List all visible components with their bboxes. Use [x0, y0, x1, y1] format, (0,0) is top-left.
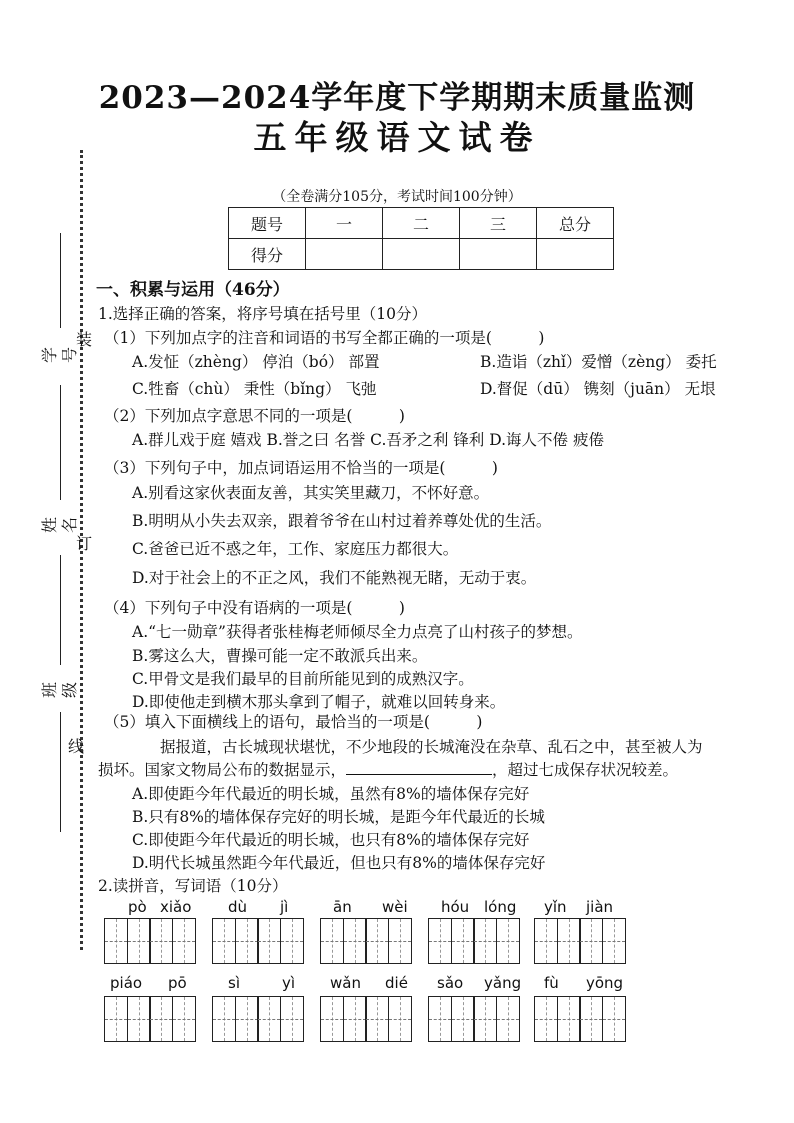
grid-cell[interactable] — [235, 996, 259, 1042]
pinyin: jiàn — [586, 898, 614, 916]
option[interactable]: D.督促（dū） 镌刻（juān） 无垠 — [480, 380, 716, 398]
writing-grid[interactable] — [212, 996, 304, 1042]
passage-text: ，超过七成保存状况较差。 — [492, 761, 679, 779]
pinyin: jì — [280, 898, 289, 916]
score-table-value-row — [229, 239, 614, 270]
grid-cell[interactable] — [496, 918, 520, 964]
grid-cell[interactable] — [212, 918, 236, 964]
grid-cell[interactable] — [172, 996, 196, 1042]
grid-cell[interactable] — [149, 918, 173, 964]
binding-mark: 线 — [67, 737, 84, 756]
grid-cell[interactable] — [557, 996, 581, 1042]
passage-line — [98, 758, 678, 780]
writing-grid[interactable] — [534, 996, 626, 1042]
exam-note: （全卷满分105分，考试时间100分钟） — [272, 189, 522, 205]
grid-cell[interactable] — [602, 918, 626, 964]
grid-cell[interactable] — [534, 918, 558, 964]
pinyin: fù — [544, 974, 559, 992]
score-cell: 得分 — [229, 239, 306, 270]
option[interactable]: A.即使距今年代最近的明长城，虽然有8%的墙体保存完好 — [132, 785, 530, 803]
pinyin: pō — [168, 974, 187, 992]
question-stem: 1.选择正确的答案，将序号填在括号里（10分） — [98, 305, 428, 323]
pinyin: sǎo — [437, 974, 464, 992]
grid-cell[interactable] — [320, 996, 344, 1042]
student-id-label: 学号 — [40, 347, 79, 364]
score-table-header-row — [229, 208, 614, 239]
pinyin: hóu — [441, 898, 470, 916]
grid-cell[interactable] — [365, 996, 389, 1042]
exam-title: 2023—2024学年度下学期期末质量监测 — [98, 80, 696, 116]
option[interactable]: C.甲骨文是我们最早的目前所能见到的成熟汉字。 — [132, 670, 474, 688]
grid-cell[interactable] — [172, 918, 196, 964]
grid-cell[interactable] — [534, 996, 558, 1042]
grid-cell[interactable] — [104, 996, 128, 1042]
score-cell: 三 — [460, 208, 537, 239]
option-row[interactable]: A.群儿戏于庭 嬉戏 B.誉之曰 名誉 C.吾矛之利 锋利 D.诲人不倦 疲倦 — [132, 431, 604, 449]
option[interactable]: C.即使距今年代最近的明长城，也只有8%的墙体保存完好 — [132, 831, 530, 849]
score-cell: 一 — [306, 208, 383, 239]
option[interactable]: D.即使他走到横木那头拿到了帽子，就难以回转身来。 — [132, 693, 506, 711]
option[interactable]: B.明明从小失去双亲，跟着爷爷在山村过着养尊处优的生活。 — [132, 512, 552, 530]
grid-cell[interactable] — [149, 996, 173, 1042]
class-line[interactable] — [60, 555, 61, 665]
pinyin: yǐn — [544, 898, 567, 916]
grid-cell[interactable] — [257, 996, 281, 1042]
option[interactable]: A.别看这家伙表面友善，其实笑里藏刀，不怀好意。 — [132, 484, 490, 502]
fill-blank[interactable] — [346, 762, 492, 775]
pinyin: yì — [282, 974, 296, 992]
score-cell: 总分 — [537, 208, 614, 239]
pinyin: yǎng — [484, 974, 522, 992]
option[interactable]: D.明代长城虽然距今年代最近，但也只有8%的墙体保存完好 — [132, 854, 546, 872]
grid-cell[interactable] — [235, 918, 259, 964]
grid-cell[interactable] — [388, 918, 412, 964]
writing-grid[interactable] — [104, 996, 196, 1042]
student-id-line[interactable] — [60, 233, 61, 328]
score-cell: 题号 — [229, 208, 306, 239]
binding-mark: 订 — [75, 534, 92, 553]
subquestion-stem: （5）填入下面横线上的语句，最恰当的一项是( ) — [104, 713, 483, 731]
score-input-cell[interactable] — [306, 239, 383, 270]
option[interactable]: A.发怔（zhèng） 停泊（bó） 部置 — [132, 353, 380, 371]
grid-cell[interactable] — [257, 918, 281, 964]
grid-cell[interactable] — [343, 918, 367, 964]
grid-cell[interactable] — [579, 996, 603, 1042]
pinyin: piáo — [110, 974, 143, 992]
subquestion-stem: （1）下列加点字的注音和词语的书写全都正确的一项是( ) — [104, 329, 545, 347]
pinyin: sì — [228, 974, 240, 992]
passage-text: 损坏。国家文物局公布的数据显示， — [98, 761, 347, 779]
subquestion-stem: （4）下列句子中没有语病的一项是( ) — [104, 599, 405, 617]
pinyin: pò — [128, 898, 147, 916]
grid-cell[interactable] — [451, 996, 475, 1042]
name-label: 姓名 — [40, 517, 79, 534]
grid-cell[interactable] — [320, 918, 344, 964]
binding-mark: 装 — [75, 330, 92, 349]
pinyin: wǎn — [330, 974, 361, 992]
grid-cell[interactable] — [127, 996, 151, 1042]
section-heading: 一、积累与运用（46分） — [96, 280, 290, 300]
option[interactable]: B.造诣（zhǐ）爱憎（zèng） 委托 — [480, 353, 717, 371]
subquestion-stem: （2）下列加点字意思不同的一项是( ) — [104, 407, 405, 425]
writing-grid[interactable] — [320, 996, 412, 1042]
grid-cell[interactable] — [428, 996, 452, 1042]
grid-cell[interactable] — [104, 918, 128, 964]
grid-cell[interactable] — [428, 918, 452, 964]
writing-grid[interactable] — [534, 918, 626, 964]
score-table — [228, 207, 614, 270]
grid-cell[interactable] — [579, 918, 603, 964]
name-line[interactable] — [60, 385, 61, 500]
writing-grid[interactable] — [320, 918, 412, 964]
option[interactable]: C.牲畜（chù） 秉性（bǐng） 飞弛 — [132, 380, 377, 398]
pinyin: lóng — [484, 898, 517, 916]
grid-cell[interactable] — [127, 918, 151, 964]
score-input-cell[interactable] — [383, 239, 460, 270]
question-stem: 2.读拼音，写词语（10分） — [98, 877, 288, 895]
score-cell: 二 — [383, 208, 460, 239]
grid-cell[interactable] — [557, 918, 581, 964]
score-input-cell[interactable] — [537, 239, 614, 270]
pinyin: ān — [333, 898, 352, 916]
option[interactable]: B.只有8%的墙体保存完好的明长城，是距今年代最近的长城 — [132, 808, 545, 826]
grid-cell[interactable] — [388, 996, 412, 1042]
score-input-cell[interactable] — [460, 239, 537, 270]
pinyin: wèi — [382, 898, 408, 916]
option[interactable]: B.雾这么大，曹操可能一定不敢派兵出来。 — [132, 647, 428, 665]
subquestion-stem: （3）下列句子中，加点词语运用不恰当的一项是( ) — [104, 459, 498, 477]
grid-cell[interactable] — [602, 996, 626, 1042]
pinyin: dù — [228, 898, 248, 916]
class-label: 班级 — [40, 682, 79, 699]
option[interactable]: A.“七一勋章”获得者张桂梅老师倾尽全力点亮了山村孩子的梦想。 — [132, 623, 583, 641]
grid-cell[interactable] — [451, 918, 475, 964]
writing-grid[interactable] — [428, 918, 520, 964]
grid-cell[interactable] — [473, 996, 497, 1042]
writing-grid[interactable] — [212, 918, 304, 964]
grid-cell[interactable] — [473, 918, 497, 964]
pinyin: yōng — [586, 974, 624, 992]
exam-subtitle: 五年级语文试卷 — [253, 118, 541, 157]
grid-cell[interactable] — [212, 996, 236, 1042]
writing-grid[interactable] — [104, 918, 196, 964]
grid-cell[interactable] — [280, 996, 304, 1042]
option[interactable]: D.对于社会上的不正之风，我们不能熟视无睹，无动于衷。 — [132, 569, 537, 587]
pinyin: dié — [385, 974, 408, 992]
extra-line[interactable] — [60, 712, 61, 832]
grid-cell[interactable] — [343, 996, 367, 1042]
pinyin: xiǎo — [160, 898, 192, 916]
grid-cell[interactable] — [280, 918, 304, 964]
writing-grid[interactable] — [428, 996, 520, 1042]
passage-line: 据报道，古长城现状堪忧，不少地段的长城淹没在杂草、乱石之中，甚至被人为 — [160, 738, 703, 756]
option[interactable]: C.爸爸已近不惑之年，工作、家庭压力都很大。 — [132, 540, 459, 558]
grid-cell[interactable] — [496, 996, 520, 1042]
grid-cell[interactable] — [365, 918, 389, 964]
